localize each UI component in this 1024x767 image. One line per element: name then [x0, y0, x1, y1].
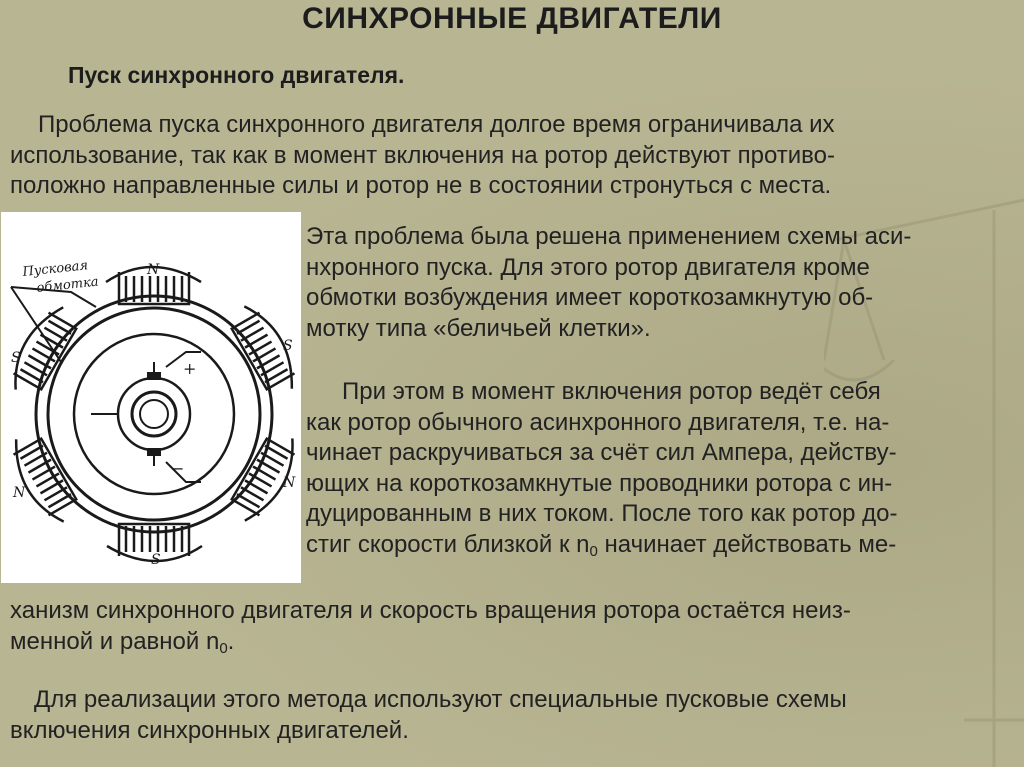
paragraph-3-line [306, 530, 897, 561]
paragraph-4-line: Для реализации этого метода используют специальные пусковые схемы [34, 686, 847, 713]
paragraph-3 [306, 377, 897, 560]
paragraph-2-line: обмотки возбуждения имеет короткозамкнутую об- [306, 284, 874, 311]
paragraph-3-line: ющих на короткозамкнутые проводники ротора с ин- [306, 469, 893, 497]
plus-terminal-label: + [183, 359, 197, 378]
starting-winding-label-2: обмотка [35, 274, 100, 296]
paragraph-3-line: дуцированным в них током. После того как ротор до- [306, 500, 898, 527]
pole-label-n-left: N [13, 485, 26, 501]
paragraph-3-line: как ротор обычного асинхронного двигателя, т.е. на- [306, 408, 890, 436]
paragraph-2-line: мотку типа «беличьей клетки». [306, 314, 651, 342]
speed-phrase: стиг скорости близкой к n [306, 530, 590, 558]
motor-diagram [1, 212, 301, 583]
paragraph-4-line: включения синхронных двигателей. [10, 716, 409, 744]
equal-subscript: 0 [219, 639, 228, 657]
equal-phrase-end: . [227, 627, 235, 655]
speed-phrase-end: начинает действовать ме- [597, 530, 897, 558]
speed-subscript: 0 [589, 542, 598, 560]
pole-label-s-left: S [11, 350, 21, 366]
paragraph-3-line: ханизм синхронного двигателя и скорость вращения ротора остаётся неиз- [10, 597, 851, 624]
pole-label-s-right: S [283, 338, 293, 354]
minus-terminal-label: − [171, 459, 185, 478]
paragraph-2-line: нхронного пуска. Для этого ротор двигателя кроме [306, 253, 870, 281]
paragraph-1-line: Проблема пуска синхронного двигателя долгое время ограничивала их [38, 111, 835, 138]
paragraph-1-line: использование, так как в момент включения на ротор действуют противо- [10, 141, 835, 169]
pole-label-n-right: N [283, 475, 296, 491]
paragraph-3-line: При этом в момент включения ротор ведёт себя [342, 378, 881, 405]
paragraph-2 [306, 222, 911, 344]
slide-subtitle: Пуск синхронного двигателя. [68, 62, 405, 88]
paragraph-3-line [10, 627, 851, 658]
motor-diagram-svg [1, 212, 301, 583]
starting-winding-label-1: Пусковая [21, 258, 89, 280]
slide-title: СИНХРОННЫЕ ДВИГАТЕЛИ [302, 2, 722, 35]
paragraph-1 [10, 110, 835, 202]
pole-label-s-bottom: S [151, 552, 161, 568]
paragraph-4 [10, 685, 847, 746]
paragraph-3-continued [10, 596, 851, 657]
pole-label-n-top: N [147, 262, 160, 278]
equal-phrase: менной и равной n [10, 627, 220, 655]
paragraph-1-line: положно направленные силы и ротор не в состоянии стронуться с места. [10, 172, 832, 199]
paragraph-2-line: Эта проблема была решена применением схемы аси- [306, 223, 912, 250]
paragraph-3-line: чинает раскручиваться за счёт сил Ампера, действу- [306, 439, 897, 466]
